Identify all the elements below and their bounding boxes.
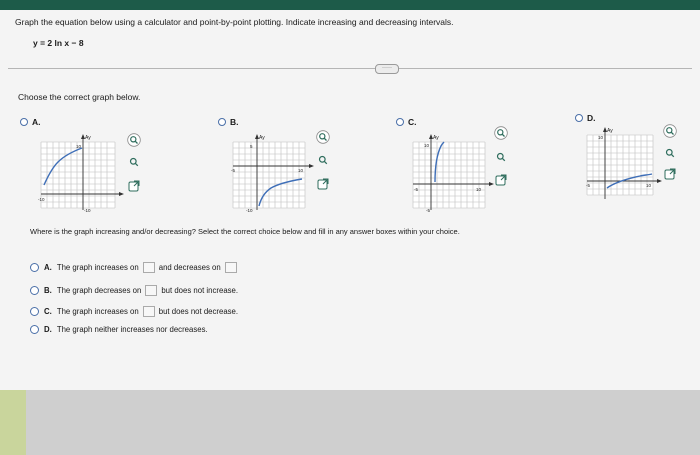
answer-option-a[interactable] bbox=[30, 262, 241, 273]
zoom-in-icon[interactable] bbox=[663, 124, 677, 138]
x-neg-tick: -5 bbox=[586, 183, 591, 188]
y-tick: 10 bbox=[424, 143, 430, 148]
answer-letter: D. bbox=[44, 325, 52, 334]
x-neg-tick: -5 bbox=[414, 187, 419, 192]
y-tick: 10 bbox=[76, 144, 82, 149]
radio-button[interactable] bbox=[30, 307, 39, 316]
x-neg-tick: -10 bbox=[38, 197, 45, 202]
radio-button[interactable] bbox=[30, 263, 39, 272]
graph-b bbox=[228, 132, 318, 214]
y-tick: 10 bbox=[598, 135, 604, 140]
bottom-left-strip bbox=[0, 390, 26, 455]
answer-text: The graph neither increases nor decreases. bbox=[56, 325, 208, 334]
y-neg-tick: -5 bbox=[426, 208, 431, 213]
y-neg-tick: -10 bbox=[84, 208, 91, 213]
answer-box[interactable] bbox=[143, 306, 155, 317]
x-tick: 10 bbox=[476, 187, 482, 192]
answer-text: and decreases on bbox=[158, 263, 221, 272]
zoom-out-icon[interactable] bbox=[663, 146, 677, 160]
zoom-out-icon[interactable] bbox=[494, 150, 508, 164]
choose-label: Choose the correct graph below. bbox=[18, 92, 141, 102]
option-label: A. bbox=[32, 117, 41, 127]
graph-option-c[interactable] bbox=[396, 117, 417, 127]
y-tick: 5 bbox=[250, 144, 253, 149]
axis-label: Ay bbox=[433, 135, 439, 141]
answer-letter: A. bbox=[44, 263, 52, 272]
bottom-area bbox=[0, 390, 700, 455]
graph-option-a[interactable] bbox=[20, 117, 41, 127]
x-neg-tick: -5 bbox=[231, 168, 236, 173]
x-tick: 10 bbox=[646, 183, 652, 188]
axis-label: Ay bbox=[259, 135, 265, 141]
answer-text: The graph decreases on bbox=[56, 286, 142, 295]
question-text: Graph the equation below using a calculator and point-by-point plotting. Indicate increasing and decreasing intervals. bbox=[15, 17, 454, 27]
axis-label: Ay bbox=[607, 128, 613, 134]
answer-option-b[interactable] bbox=[30, 285, 238, 296]
divider bbox=[8, 68, 692, 69]
top-bar bbox=[0, 0, 700, 10]
y-neg-tick: -10 bbox=[246, 208, 253, 213]
graph-a bbox=[38, 132, 128, 214]
x-tick: 10 bbox=[298, 168, 304, 173]
zoom-in-icon[interactable] bbox=[316, 130, 330, 144]
answer-box[interactable] bbox=[145, 285, 157, 296]
answer-letter: B. bbox=[44, 286, 52, 295]
answer-text: but does not decrease. bbox=[158, 307, 239, 316]
external-link-icon[interactable] bbox=[664, 168, 676, 180]
graph-option-d[interactable] bbox=[575, 113, 596, 123]
equation: y = 2 ln x − 8 bbox=[33, 38, 84, 48]
zoom-in-icon[interactable] bbox=[494, 126, 508, 140]
zoom-out-icon[interactable] bbox=[316, 153, 330, 167]
radio-button[interactable] bbox=[30, 325, 39, 334]
option-label: D. bbox=[587, 113, 596, 123]
answer-box[interactable] bbox=[225, 262, 237, 273]
answer-text: The graph increases on bbox=[56, 263, 139, 272]
radio-button[interactable] bbox=[396, 118, 404, 126]
answer-text: The graph increases on bbox=[56, 307, 139, 316]
external-link-icon[interactable] bbox=[495, 174, 507, 186]
option-label: C. bbox=[408, 117, 417, 127]
more-button[interactable]: ····· bbox=[375, 64, 399, 74]
option-label: B. bbox=[230, 117, 239, 127]
answer-option-d[interactable] bbox=[30, 325, 208, 334]
radio-button[interactable] bbox=[218, 118, 226, 126]
external-link-icon[interactable] bbox=[128, 180, 140, 192]
external-link-icon[interactable] bbox=[317, 178, 329, 190]
zoom-in-icon[interactable] bbox=[127, 133, 141, 147]
radio-button[interactable] bbox=[575, 114, 583, 122]
axis-label: Ay bbox=[85, 135, 91, 141]
radio-button[interactable] bbox=[30, 286, 39, 295]
answer-text: but does not increase. bbox=[161, 286, 239, 295]
graph-c bbox=[408, 132, 498, 214]
graph-option-b[interactable] bbox=[218, 117, 239, 127]
answer-letter: C. bbox=[44, 307, 52, 316]
answer-option-c[interactable] bbox=[30, 306, 238, 317]
answer-box[interactable] bbox=[143, 262, 155, 273]
radio-button[interactable] bbox=[20, 118, 28, 126]
zoom-out-icon[interactable] bbox=[127, 155, 141, 169]
graph-d bbox=[584, 125, 666, 203]
second-question: Where is the graph increasing and/or decreasing? Select the correct choice below and fill in any answer boxes within your choice. bbox=[30, 227, 460, 236]
